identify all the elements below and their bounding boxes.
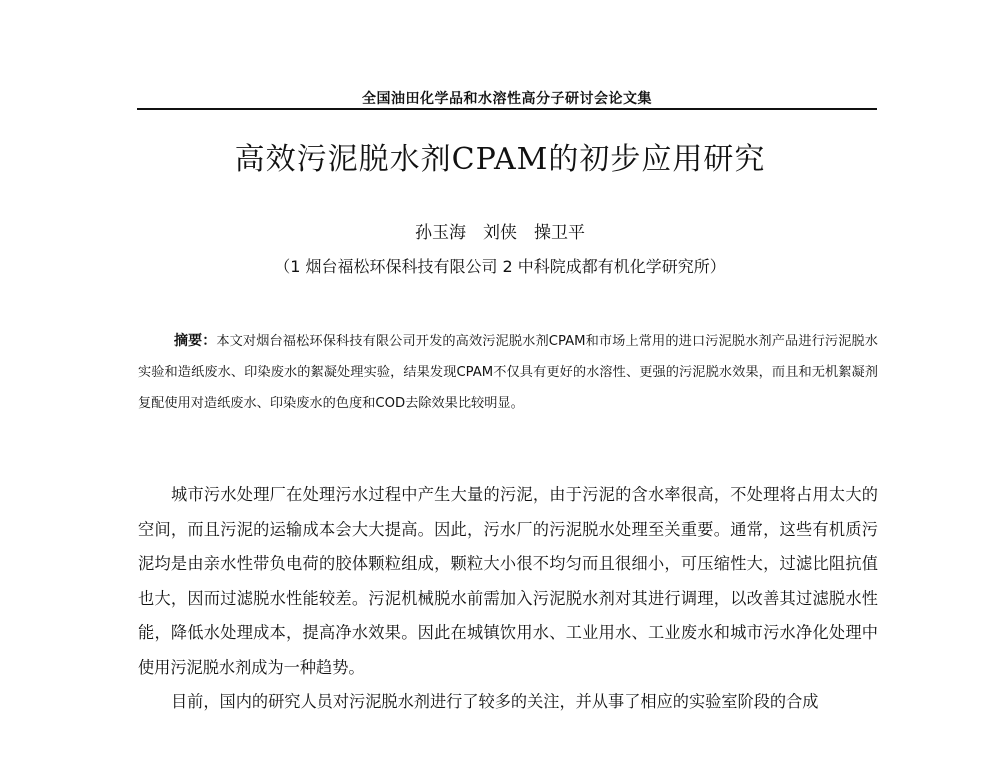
header-rule: [137, 108, 877, 110]
abstract-label: 摘要：: [174, 333, 217, 349]
authors: 孙玉海 刘侠 操卫平: [415, 223, 585, 243]
body-text: [138, 478, 878, 720]
abstract-text: 本文对烟台福松环保科技有限公司开发的高效污泥脱水剂CPAM和市场上常用的进口污泥脱水剂产品进行污泥脱水实验和造纸废水、印染废水的絮凝处理实验，结果发现CPAM不仅具有更好的水溶性、更强的污泥脱水效果，而且和无机絮凝剂复配使用对造纸废水、印染废水的色度和COD去除效果比较明显。: [138, 334, 878, 411]
affiliation: （1 烟台福松环保科技有限公司 2 中科院成都有机化学研究所）: [274, 257, 726, 276]
body-paragraph-2: 目前，国内的研究人员对污泥脱水剂进行了较多的关注，并从事了相应的实验室阶段的合成: [171, 692, 819, 711]
abstract: [138, 326, 878, 419]
running-header: 全国油田化学品和水溶性高分子研讨会论文集: [362, 91, 652, 107]
body-paragraph-1: 城市污水处理厂在处理污水过程中产生大量的污泥，由于污泥的含水率很高，不处理将占用太大的空间，而且污泥的运输成本会大大提高。因此，污水厂的污泥脱水处理至关重要。通常，这些有机质污泥均是由亲水性带负电荷的胶体颗粒组成，颗粒大小很不均匀而且很细小，可压缩性大，过滤比阻抗值也大，因而过滤脱水性能较差。污泥机械脱水前需加入污泥脱水剂对其进行调理，以改善其过滤脱水性能，降低水处理成本，提高净水效果。因此在城镇饮用水、工业用水、工业废水和城市污水净化处理中使用污泥脱水剂成为一种趋势。: [138, 485, 878, 677]
paper-title: 高效污泥脱水剂CPAM的初步应用研究: [234, 142, 766, 177]
